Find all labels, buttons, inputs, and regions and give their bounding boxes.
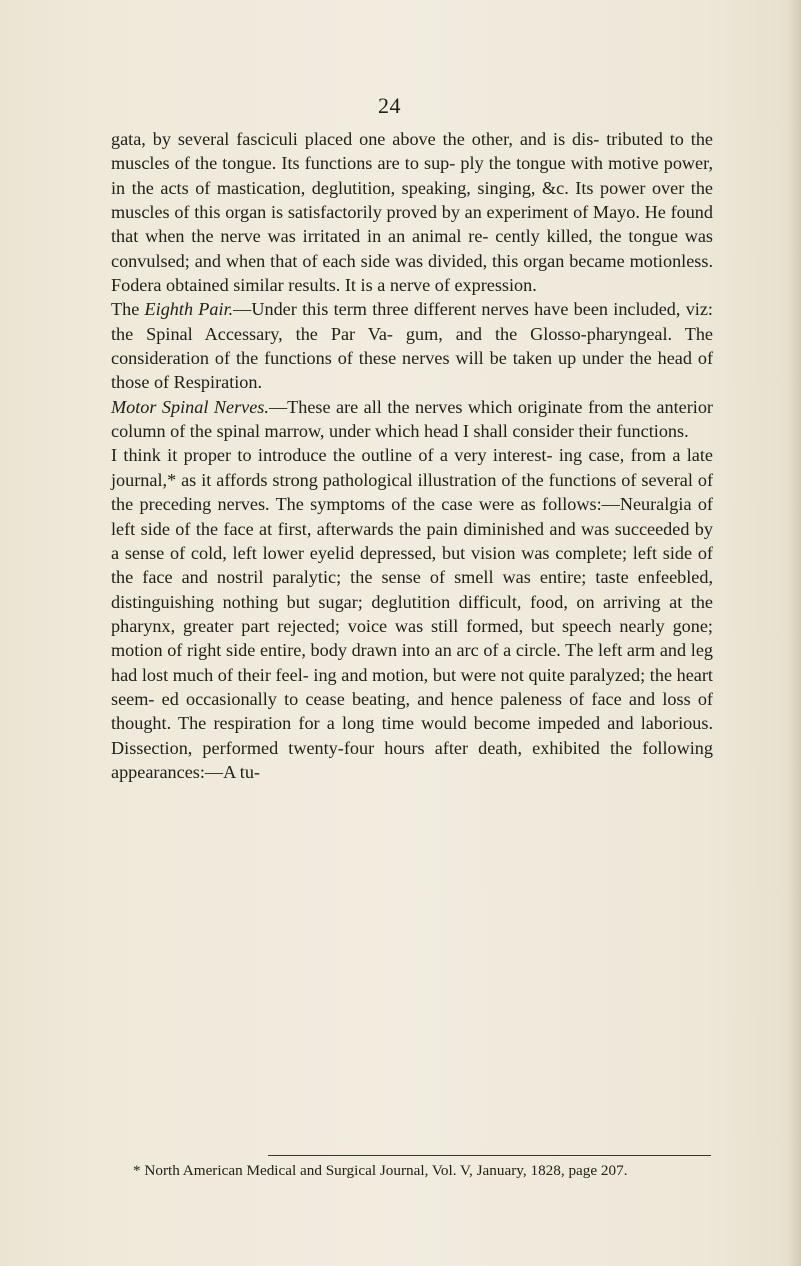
paragraph-body: —Under this term three different nerves have been included, viz: the Spinal Accessary, the Par Va- gum, and the Glosso-pharyngeal. The consideration of the functions of these nerves will be taken up under the head of those of Respiration. [111,299,713,393]
paragraph-eighth-pair [111,297,713,394]
footnote-marker: * [133,1162,141,1179]
body-text [111,127,713,784]
paragraph-case-study: I think it proper to introduce the outline of a very interest- ing case, from a late journal,* as it affords strong pathological illustration of the functions of several of the preceding nerves. The symptoms of the case were as follows:—Neuralgia of left side of the face at first, afterwards the pain diminished and was succeeded by a sense of cold, left lower eyelid depressed, but vision was complete; left side of the face and nostril paralytic; the sense of smell was entire; taste enfeebled, distinguishing nothing but sugar; deglutition difficult, food, on arriving at the pharynx, greater part rejected; voice was still formed, but speech nearly gone; motion of right side entire, body drawn into an arc of a circle. The left arm and leg had lost much of their feel- ing and motion, but were not quite paralyzed; the heart seem- ed occasionally to cease beating, and hence paleness of face and loss of thought. The respiration for a long time would become impeded and laborious. Dissection, performed twenty-four hours after death, exhibited the following appearances:—A tu- [111,445,713,782]
paragraph-body: —These are all the nerves which originate from the anterior column of the spinal marrow, under which head I shall consider their functions. [111,396,713,442]
paragraph-prefix: The [111,299,145,320]
footnote [111,1160,713,1182]
paragraph-motor-spinal [111,395,713,444]
page-number: 24 [378,93,401,118]
section-heading-motor-spinal: Motor Spinal Nerves. [111,396,269,417]
paragraph-hypoglossal: gata, by several fasciculi placed one above the other, and is dis- tributed to the muscles of the tongue. Its functions are to sup- ply the tongue with motive power, in the acts of mastication, deglutition, speaking, singing, &c. Its power over the muscles of this organ is satisfactorily proved by an experiment of Mayo. He found that when the nerve was irritated in an animal re- cently killed, the tongue was convulsed; and when that of each side was divided, this organ became motionless. Fodera obtained similar results. It is a nerve of expression. [111,129,713,296]
footnote-rule [268,1155,711,1156]
section-heading-eighth-pair: Eighth Pair. [144,299,234,320]
footnote-text: North American Medical and Surgical Journal, Vol. V, January, 1828, page 207. [140,1162,628,1179]
page-edge-shadow [787,0,801,1266]
